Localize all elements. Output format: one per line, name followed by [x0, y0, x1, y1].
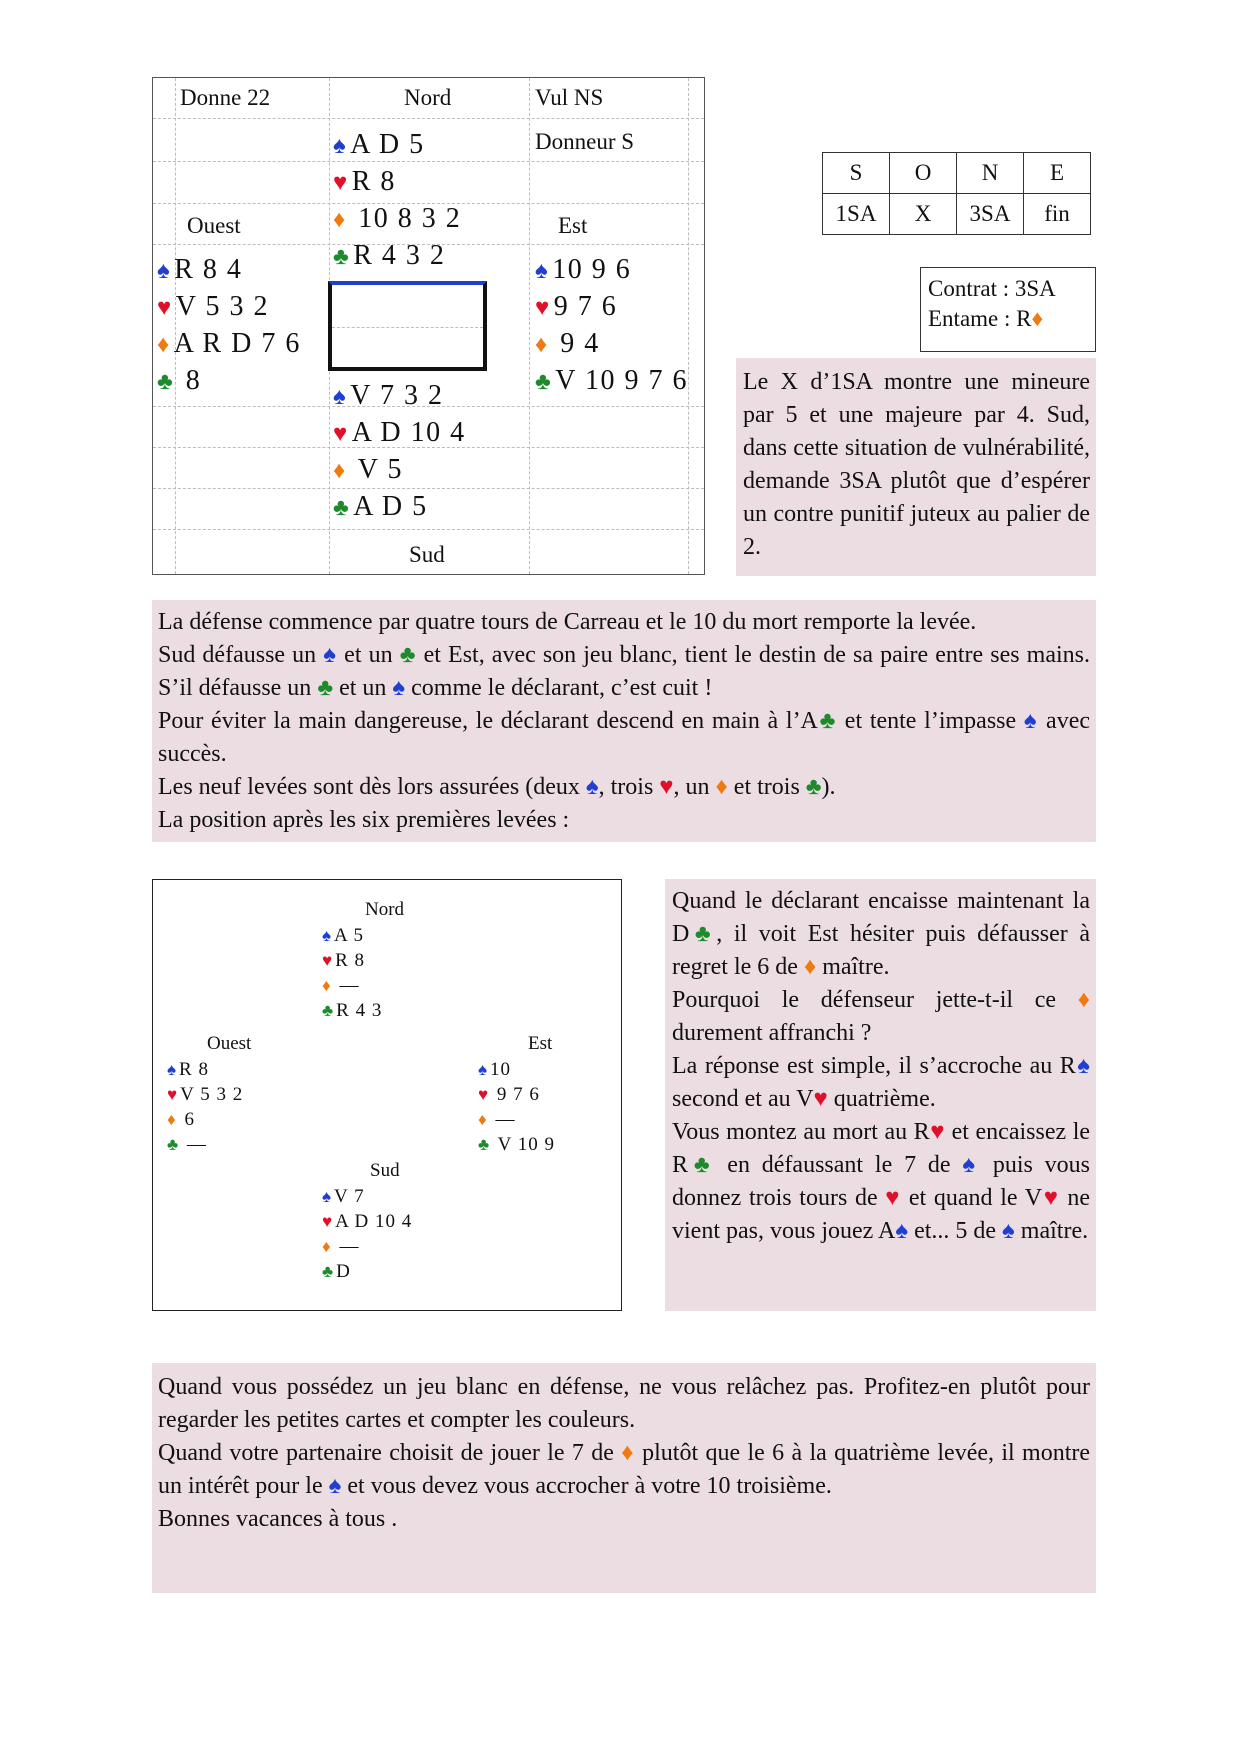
lead-text: Entame : R♦	[928, 306, 1044, 331]
spade-icon: ♠	[478, 1060, 489, 1079]
heart-icon: ♥	[1042, 1185, 1060, 1211]
position-north-label: Nord	[365, 899, 405, 920]
club-icon: ♣	[322, 1262, 335, 1281]
club-icon: ♣	[689, 921, 717, 947]
diamond-icon: ♦	[322, 1237, 332, 1256]
heart-icon: ♥	[535, 295, 551, 321]
comment-ending: Quand le déclarant encaisse maintenant la D♣, il voit Est hésiter puis défausser à regret le 6 de ♦ maître. Pourquoi le défenseur jette-t-il ce ♦ durement affranchi ? La réponse est simple, il s’accroche au R♠ second et au V♥ quatrième. Vous montez au mort au R♥ et encaissez le R♣ en défaussant le 7 de ♠ puis vous donnez trois tours de ♥ et quand le V♥ ne vient pas, vous jouez A♠ et... 5 de ♠ maître.	[665, 879, 1096, 1311]
comment-bidding	[736, 358, 1096, 576]
spade-icon: ♠	[535, 258, 550, 284]
west-hand: ♠ R 8 4 ♥ V 5 3 2 ♦ A R D 7 6 ♣ 8	[157, 254, 301, 396]
spade-icon: ♠	[333, 133, 348, 159]
club-icon: ♣	[688, 1152, 716, 1178]
spade-icon: ♠	[157, 258, 172, 284]
position-south-label: Sud	[370, 1160, 400, 1181]
north-hand: ♠ A D 5 ♥ R 8 ♦ 10 8 3 2 ♣ R 4 3 2	[333, 129, 462, 271]
diamond-icon: ♦	[167, 1110, 177, 1129]
contract-box	[920, 267, 1096, 352]
heart-icon: ♥	[929, 1119, 946, 1145]
heart-icon: ♥	[157, 295, 173, 321]
spade-icon: ♠	[322, 1187, 333, 1206]
south-hand: ♠ V 7 3 2 ♥ A D 10 4 ♦ V 5 ♣ A D 5	[333, 380, 466, 522]
position-west-label: Ouest	[207, 1033, 252, 1054]
heart-icon: ♥	[659, 774, 674, 800]
diamond-icon: ♦	[157, 332, 171, 358]
bidding-call: 1SA	[823, 194, 890, 235]
contract-text: Contrat : 3SA	[928, 276, 1056, 301]
club-icon: ♣	[333, 244, 351, 270]
diamond-icon: ♦	[333, 207, 347, 233]
vulnerability: Vul NS	[535, 85, 604, 110]
dealer: Donneur S	[535, 129, 635, 154]
spade-icon: ♠	[1075, 1053, 1091, 1079]
south-label: Sud	[409, 542, 445, 567]
club-icon: ♣	[478, 1135, 491, 1154]
diamond-icon: ♦	[1077, 987, 1090, 1013]
heart-icon: ♥	[813, 1086, 828, 1112]
spade-icon: ♠	[392, 675, 406, 701]
spade-icon: ♠	[1023, 708, 1039, 734]
bidding-header: N	[957, 153, 1024, 194]
club-icon: ♣	[167, 1135, 180, 1154]
diamond-icon: ♦	[478, 1110, 488, 1129]
bidding-call: fin	[1024, 194, 1091, 235]
spade-icon: ♠	[167, 1060, 178, 1079]
diamond-icon: ♦	[715, 774, 728, 800]
bidding-header: S	[823, 153, 890, 194]
comment-bidding-text: Le X d’1SA montre une mineure par 5 et une majeure par 4. Sud, dans cette situation de vulnérabilité, demande 3SA plutôt que d’espérer un contre punitif juteux au palier de 2.	[743, 369, 1090, 560]
club-icon: ♣	[805, 774, 822, 800]
diamond-icon: ♦	[1031, 306, 1044, 331]
north-label: Nord	[404, 85, 452, 110]
club-icon: ♣	[333, 495, 351, 521]
diamond-icon: ♦	[333, 458, 347, 484]
club-icon: ♣	[157, 369, 175, 395]
diamond-icon: ♦	[322, 976, 332, 995]
club-icon: ♣	[399, 642, 417, 668]
diamond-icon: ♦	[803, 954, 817, 980]
bidding-header: E	[1024, 153, 1091, 194]
heart-icon: ♥	[885, 1185, 902, 1211]
club-icon: ♣	[535, 369, 553, 395]
heart-icon: ♥	[333, 170, 349, 196]
diamond-icon: ♦	[621, 1440, 635, 1466]
west-label: Ouest	[187, 213, 241, 238]
position-east-hand: ♠ 10 ♥ 9 7 6 ♦ — ♣ V 10 9	[478, 1059, 555, 1155]
club-icon: ♣	[317, 675, 334, 701]
spade-icon: ♠	[962, 1152, 981, 1178]
position-north-hand: ♠ A 5 ♥ R 8 ♦ — ♣ R 4 3	[322, 925, 383, 1021]
spade-icon: ♠	[333, 384, 348, 410]
position-east-label: Est	[528, 1033, 553, 1054]
club-icon: ♣	[322, 1001, 335, 1020]
comment-defense: La défense commence par quatre tours de Carreau et le 10 du mort remporte la levée. Sud défausse un ♠ et un ♣ et Est, avec son jeu blanc, tient le destin de sa paire entre ses mains. S’il défausse un ♣ et un ♠ comme le déclarant, c’est cuit ! Pour éviter la main dangereuse, le déclarant descend en main à l’A♣ et tente l’impasse ♠ avec succès. Les neuf levées sont dès lors assurées (deux ♠, trois ♥, un ♦ et trois ♣). La position après les six premières levées :	[152, 600, 1096, 842]
bidding-call: 3SA	[957, 194, 1024, 235]
east-hand: ♠ 10 9 6 ♥ 9 7 6 ♦ 9 4 ♣ V 10 9 7 6	[535, 254, 688, 396]
position-south-hand: ♠ V 7 ♥ A D 10 4 ♦ — ♣ D	[322, 1186, 413, 1282]
heart-icon: ♥	[322, 951, 334, 970]
east-label: Est	[558, 213, 588, 238]
spade-icon: ♠	[322, 926, 333, 945]
club-icon: ♣	[817, 708, 838, 734]
diamond-icon: ♦	[535, 332, 549, 358]
bidding-table	[822, 152, 1091, 235]
spade-icon: ♠	[328, 1473, 342, 1499]
bidding-header: O	[890, 153, 957, 194]
heart-icon: ♥	[322, 1212, 334, 1231]
board-number: Donne 22	[180, 85, 271, 110]
heart-icon: ♥	[167, 1085, 179, 1104]
comment-conclusion: Quand vous possédez un jeu blanc en défense, ne vous relâchez pas. Profitez-en plutôt pour regarder les petites cartes et compter les couleurs. Quand votre partenaire choisit de jouer le 7 de ♦ plutôt que le 6 à la quatrième levée, il montre un intérêt pour le ♠ et vous devez vous accrocher à votre 10 troisième. Bonnes vacances à tous .	[152, 1363, 1096, 1593]
table-box	[328, 281, 487, 371]
spade-icon: ♠	[323, 642, 338, 668]
heart-icon: ♥	[333, 421, 349, 447]
bidding-call: X	[890, 194, 957, 235]
spade-icon: ♠	[585, 774, 599, 800]
heart-icon: ♥	[478, 1085, 490, 1104]
spade-icon: ♠	[1002, 1218, 1015, 1244]
position-west-hand: ♠ R 8 ♥ V 5 3 2 ♦ 6 ♣ —	[167, 1059, 244, 1155]
spade-icon: ♠	[895, 1218, 909, 1244]
